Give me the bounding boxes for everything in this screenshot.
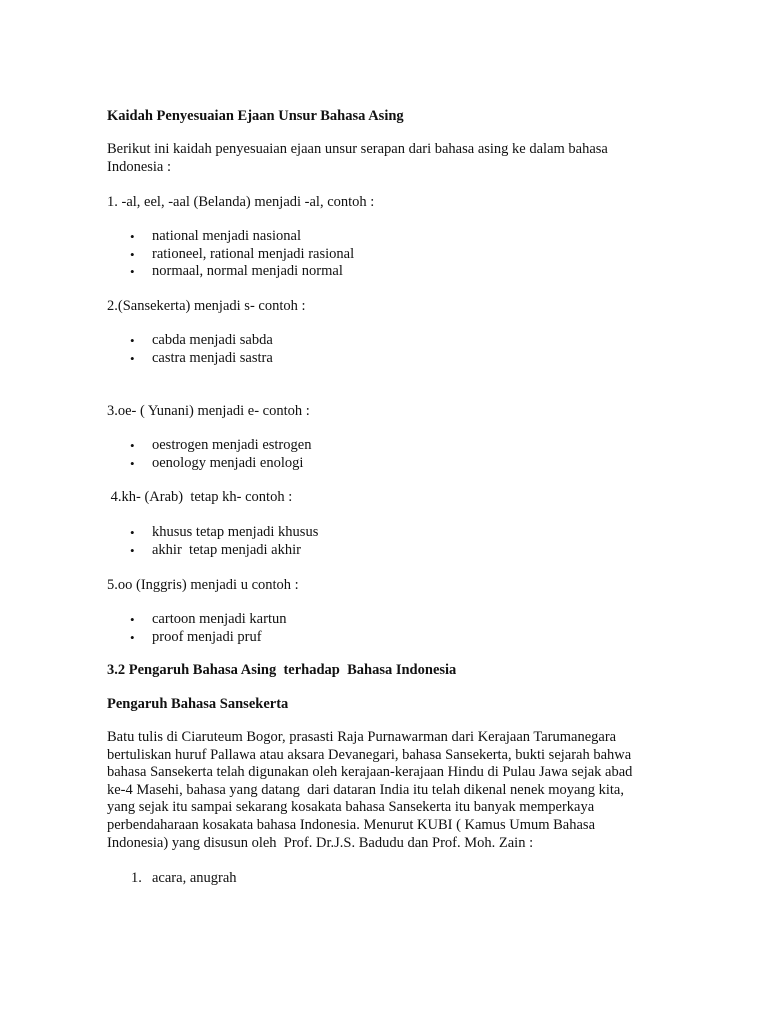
bullet-icon: •	[130, 455, 135, 471]
bullet-icon: •	[130, 333, 135, 348]
list-item: 1. acara, anugrah	[131, 870, 237, 886]
list-item: • rationeel, rational menjadi rasional	[130, 245, 355, 262]
list-item: • oestrogen menjadi estrogen	[130, 437, 312, 453]
rule-2-examples	[0, 332, 768, 367]
bullet-icon: •	[130, 264, 135, 280]
list-item: • oenology menjadi enologi	[130, 454, 304, 471]
body-paragraph: Batu tulis di Ciaruteum Bogor, prasasti Raja Purnawarman dari Kerajaan Tarumanegara bertuliskan huruf Pallawa atau aksara Devanegari, bahasa Sansekerta, bukti sejarah bahwa bahasa Sansekerta telah digunakan oleh kerajaan-kerajaan Hindu di Pulau Jawa sejak abad ke-4 Masehi, bahasa yang datang dari dataran India itu telah dikenal nenek moyang kita, yang sejak itu sampai sekarang kosakata bahasa Sansekerta itu banyak memperkaya perbendaharaan kosakata bahasa Indonesia. Menurut KUBI ( Kamus Umum Bahasa Indonesia) yang disusun oleh Prof. Dr.J.S. Badudu dan Prof. Moh. Zain :	[107, 729, 633, 851]
numbered-list	[0, 870, 768, 888]
bullet-icon: •	[130, 542, 135, 558]
bullet-icon: •	[130, 629, 135, 645]
rule-1-examples	[0, 228, 768, 281]
bullet-icon: •	[130, 612, 135, 627]
bullet-icon: •	[130, 246, 135, 262]
list-item: • cabda menjadi sabda	[130, 332, 273, 348]
rule-2-title: 2.(Sansekerta) menjadi s- contoh :	[107, 298, 306, 314]
bullet-icon: •	[130, 350, 135, 366]
list-item: • castra menjadi sastra	[130, 349, 273, 366]
rule-3-examples	[0, 437, 768, 472]
list-item: • akhir tetap menjadi akhir	[130, 541, 301, 558]
rule-5-examples	[0, 611, 768, 646]
bullet-icon: •	[130, 438, 135, 453]
rule-1-title: 1. -al, eel, -aal (Belanda) menjadi -al, contoh :	[107, 194, 375, 210]
bullet-icon: •	[130, 525, 135, 540]
section-heading: 3.2 Pengaruh Bahasa Asing terhadap Bahasa Indonesia	[107, 662, 457, 678]
intro-paragraph: Berikut ini kaidah penyesuaian ejaan unsur serapan dari bahasa asing ke dalam bahasa Indonesia :	[107, 141, 608, 175]
list-item: • national menjadi nasional	[130, 228, 301, 244]
document-heading: Kaidah Penyesuaian Ejaan Unsur Bahasa Asing	[107, 108, 404, 124]
list-item: • khusus tetap menjadi khusus	[130, 524, 319, 540]
bullet-icon: •	[130, 229, 135, 244]
rule-4-title: 4.kh- (Arab) tetap kh- contoh :	[107, 489, 293, 505]
subsection-heading: Pengaruh Bahasa Sansekerta	[107, 696, 289, 712]
list-item: • cartoon menjadi kartun	[130, 611, 287, 627]
rule-3-title: 3.oe- ( Yunani) menjadi e- contoh :	[107, 403, 310, 419]
rule-4-examples	[0, 524, 768, 559]
list-item: • normaal, normal menjadi normal	[130, 263, 343, 280]
rule-5-title: 5.oo (Inggris) menjadi u contoh :	[107, 577, 299, 593]
list-item: • proof menjadi pruf	[130, 628, 262, 645]
